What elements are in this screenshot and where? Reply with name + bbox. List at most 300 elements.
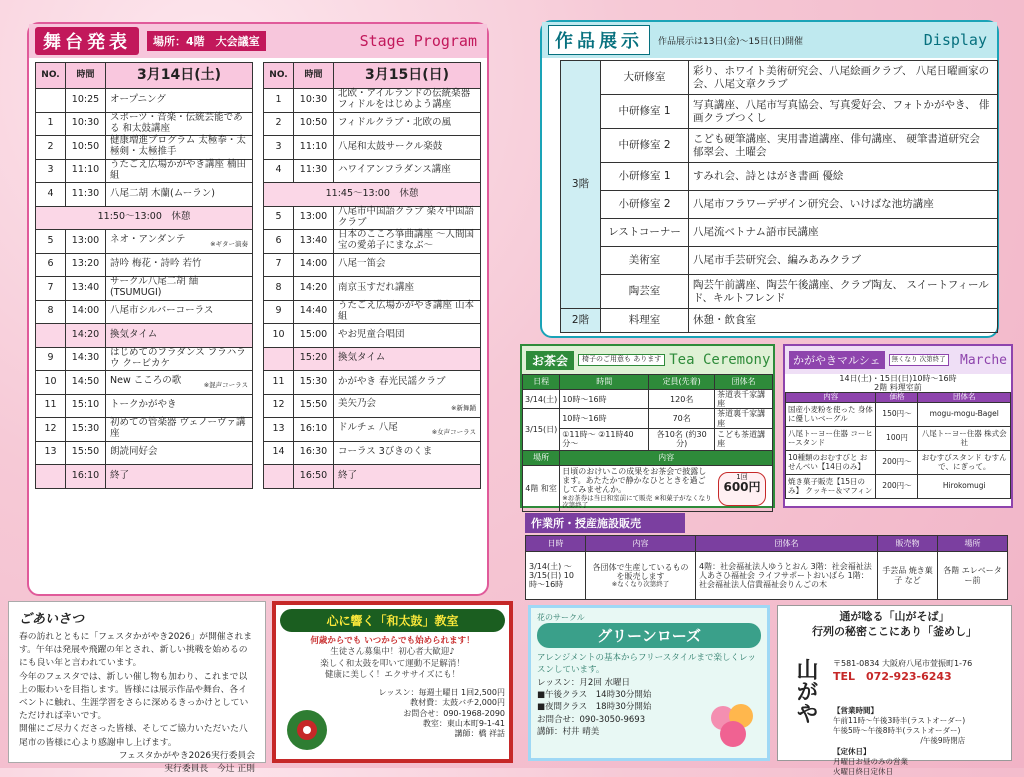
- program-name: ハワイアンフラダンス講座: [338, 164, 451, 176]
- tea-h-time: 時間: [560, 375, 649, 390]
- display-row: [561, 219, 998, 247]
- row-program: [106, 159, 253, 183]
- row-time: 11:10: [66, 159, 106, 183]
- schedule-row: [264, 159, 481, 183]
- day1-date: 3月14日(土): [106, 63, 253, 89]
- program-name: トークかがやき: [110, 399, 177, 411]
- row-no: 7: [36, 277, 66, 301]
- program-name: 詩吟 梅花・詩吟 若竹: [110, 258, 202, 270]
- row-no: 1: [264, 89, 294, 113]
- tea-time: 10時〜16時: [560, 409, 649, 428]
- row-no: [264, 347, 294, 371]
- program-name: 終了: [338, 469, 358, 481]
- schedule-row: [264, 89, 481, 113]
- room-name: 中研修室 2: [601, 129, 689, 163]
- day2-date: 3月15日(日): [334, 63, 481, 89]
- room-name: 大研修室: [601, 61, 689, 95]
- schedule-day1: [35, 62, 253, 489]
- tea-cap: 70名: [649, 409, 715, 428]
- row-no: [36, 89, 66, 113]
- schedule-row: [36, 112, 253, 136]
- row-program: [106, 112, 253, 136]
- program-name: 八尾一笛会: [338, 258, 386, 270]
- room-name: 小研修室 2: [601, 191, 689, 219]
- program-name: 健康増進プログラム 太極拳・太極剣・太極推手: [110, 135, 246, 158]
- soba-hours-1: 午前11時〜午後3時半(ラストオーダー): [833, 716, 966, 726]
- work-h-content: 内容: [586, 536, 696, 552]
- work-content-note: ※なくなり次第終了: [611, 579, 670, 588]
- work-h-goods: 販売物: [878, 536, 938, 552]
- row-time: 14:40: [294, 300, 334, 324]
- green-pre: 花のサークル: [537, 613, 585, 622]
- flower-icon: [282, 705, 332, 755]
- soba-sunday: /午後9時閉店: [920, 736, 966, 746]
- greeting-signature-2: 実行委員長 今辻 正則: [164, 763, 255, 774]
- row-time: 10:30: [66, 112, 106, 136]
- program-name: 初めての管楽器 ヴェノーヴァ講座: [110, 417, 246, 440]
- soba-ad: [777, 605, 1012, 776]
- row-program: [334, 136, 481, 160]
- row-time: 16:10: [294, 418, 334, 442]
- taiko-title: 心に響く「和太鼓」教室: [280, 609, 505, 632]
- program-note: ※ギター演奏: [210, 239, 248, 248]
- tea-title-en: Tea Ceremony: [669, 352, 771, 368]
- row-no: 9: [264, 300, 294, 324]
- program-name: ネオ・アンダンテ: [110, 233, 186, 245]
- schedule-row: [36, 253, 253, 277]
- row-time: 11:30: [294, 159, 334, 183]
- schedule-row: [36, 183, 253, 207]
- program-name: 換気タイム: [338, 352, 386, 364]
- row-time: 13:00: [66, 230, 106, 254]
- row-no: 6: [264, 230, 294, 254]
- tea-time: 10時〜16時: [560, 390, 649, 409]
- schedule-row: [36, 300, 253, 324]
- row-no: 1: [36, 112, 66, 136]
- program-name: 朗読同好会: [110, 446, 158, 458]
- tea-price-badge: [718, 472, 766, 506]
- row-program: [106, 394, 253, 418]
- program-name: 北欧・アイルランドの伝統楽器 フィドルをはじめよう講座: [338, 88, 471, 111]
- schedule-row: [264, 277, 481, 301]
- marche-row: [786, 403, 1011, 427]
- work-h-group: 団体名: [696, 536, 878, 552]
- row-no: 12: [264, 394, 294, 418]
- tea-cap: 120名: [649, 390, 715, 409]
- marche-item: 国産小麦粉を使った 身体に優しいベーグル: [786, 403, 876, 427]
- row-no: 2: [36, 136, 66, 160]
- room-name: 小研修室 1: [601, 163, 689, 191]
- soba-closed-1: 月曜日お昼のみの営業: [833, 756, 908, 766]
- tea-header: [522, 346, 773, 374]
- soba-hours-h: 【営業時間】: [833, 706, 878, 715]
- tea-time: ①11時〜 ②11時40分〜: [560, 428, 649, 450]
- workshop-panel: [525, 513, 1008, 598]
- marche-table: [785, 392, 1011, 499]
- taiko-lesson: レッスン：毎週土曜日 1回2,500円: [378, 687, 505, 697]
- green-desc: アレンジメントの基本からフリースタイルまで楽しくレッスンしています。: [537, 653, 756, 676]
- tea-content-cell: [560, 465, 773, 511]
- green-title: グリーンローズ: [537, 623, 761, 648]
- room-groups: 彩り、ホワイト美術研究会、八尾絵画クラブ、 八尾日曜画家の会、八尾文章クラブ: [689, 61, 998, 95]
- program-name: サークル八尾二胡 紬(TSUMUGI): [110, 276, 199, 299]
- program-name: コーラス 3びきのくま: [338, 446, 433, 458]
- row-time: 10:25: [66, 89, 106, 113]
- schedule-row: [264, 394, 481, 418]
- taiko-line-1: 何歳からでも いつからでも始められます！: [310, 636, 475, 646]
- greeting-body-1: 春の訪れとともに「フェスタかがやき2026」が開催されます。午年は発展や飛躍の年とされ、新しい挑戦を始めるのにも良い年と言われています。: [19, 632, 253, 669]
- row-program: [334, 441, 481, 465]
- row-no: [36, 324, 66, 348]
- program-name: 日本のこころ箏曲講座 〜人間国宝の愛弟子にまなぶ〜: [338, 229, 475, 252]
- tea-content-note: ※お茶券は当日和室前にて販売 ※和菓子がなくなり次第終了: [562, 493, 712, 510]
- schedule-row: [264, 347, 481, 371]
- marche-item: 八尾トーヨー住器 コーヒースタンド: [786, 427, 876, 451]
- program-name: 八尾二胡 木蘭(ムーラン): [110, 187, 215, 199]
- tea-h-group: 団体名: [715, 375, 773, 390]
- greeting-box: [8, 601, 266, 774]
- row-time: 15:20: [294, 347, 334, 371]
- row-time: 13:40: [66, 277, 106, 301]
- tea-h-date: 日程: [523, 375, 560, 390]
- schedule-row: [36, 441, 253, 465]
- floor-3: 3階: [561, 61, 601, 309]
- row-no: 9: [36, 347, 66, 371]
- schedule-row: [36, 324, 253, 348]
- row-no: 14: [264, 441, 294, 465]
- work-goods: 手芸品 焼き菓子 など: [878, 552, 938, 600]
- schedule-row: [36, 347, 253, 371]
- program-name: フィドルクラブ・北欧の風: [338, 117, 452, 129]
- row-program: [334, 371, 481, 395]
- schedule-row: [36, 89, 253, 113]
- workshop-table: [525, 535, 1008, 600]
- soba-hours-block: [833, 706, 965, 777]
- soba-closed-2: 火曜日終日定休日: [833, 766, 893, 776]
- room-groups: こども硬筆講座、実用書道講座、俳句講座、 硬筆書道研究会 郁翠会、土曜会: [689, 129, 998, 163]
- row-time: 15:50: [66, 441, 106, 465]
- schedule-row: [264, 418, 481, 442]
- schedule-row: [36, 136, 253, 160]
- tea-group: 茶道表千家講座: [715, 390, 773, 409]
- room-name: 陶芸室: [601, 275, 689, 309]
- row-program: [334, 159, 481, 183]
- marche-title: かがやきマルシェ: [789, 351, 885, 369]
- soba-hours-2: 午後5時〜午後8時半(ラストオーダー): [833, 726, 961, 736]
- row-no: 3: [264, 136, 294, 160]
- work-date: 3/14(土) 〜3/15(日) 10時〜16時: [526, 552, 586, 600]
- program-name: はじめてのフラダンス フラハラウ クービカケ: [110, 346, 246, 369]
- program-name: 南京玉すだれ講座: [338, 281, 415, 293]
- work-groups: 4階：社会福祉法人ゆうとおん 3階：社会福祉法人あさひ福祉会 ライフサポートおいばら 1階：社会福祉法人信貴福祉会りんごの木: [696, 552, 878, 600]
- stage-title: 舞台発表: [35, 27, 139, 55]
- row-time: 14:30: [66, 347, 106, 371]
- row-program: [334, 206, 481, 230]
- taiko-line-3: 楽しく和太鼓を叩いて運動不足解消！: [320, 658, 465, 669]
- display-row: [561, 309, 998, 333]
- display-panel: [540, 20, 999, 338]
- row-program: [334, 89, 481, 113]
- row-program: [106, 230, 253, 254]
- row-no: 2: [264, 112, 294, 136]
- marche-row: [786, 451, 1011, 475]
- stage-program-panel: [27, 22, 489, 596]
- row-program: [334, 253, 481, 277]
- soba-address: 〒581-0834 大阪府八尾市萱振町1-76: [833, 659, 973, 668]
- marche-price: 200円〜: [876, 451, 918, 475]
- room-name: 美術室: [601, 247, 689, 275]
- taiko-line-2: 生徒さん募集中！初心者大歓迎♪: [330, 647, 455, 658]
- row-program: [334, 230, 481, 254]
- marche-price: 200円〜: [876, 475, 918, 499]
- room-groups: 八尾流ベトナム語市民講座: [689, 219, 998, 247]
- green-am: ■午後クラス 14時30分開始: [537, 689, 652, 700]
- greeting-title: ごあいさつ: [19, 612, 85, 627]
- room-groups: 八尾市フラワーデザイン研究会、いけばな池坊講座: [689, 191, 998, 219]
- break-label: 11:50〜13:00 休憩: [36, 206, 253, 230]
- taiko-teacher: 講師：橋 祥話: [454, 729, 505, 739]
- row-program: [106, 89, 253, 113]
- room-groups: 写真講座、八尾市写真協会、写真愛好会、フォトかがやき、 俳画クラブつくし: [689, 95, 998, 129]
- green-contact: お問合せ：090-3050-9693: [537, 714, 646, 725]
- row-time: 14:00: [294, 253, 334, 277]
- row-no: 10: [264, 324, 294, 348]
- soba-copy-2: 行列の秘密ここにあり「釜めし」: [812, 624, 977, 638]
- schedule-row: [36, 277, 253, 301]
- row-no: [264, 465, 294, 489]
- row-no: 13: [264, 418, 294, 442]
- row-time: 14:20: [294, 277, 334, 301]
- row-time: 10:30: [294, 89, 334, 113]
- marche-item: 焼き菓子販売【15日のみ】 クッキー＆マフィン: [786, 475, 876, 499]
- tea-date: 3/14(土): [523, 390, 560, 409]
- marche-group: mogu-mogu-Bagel: [918, 403, 1011, 427]
- row-program: [334, 347, 481, 371]
- schedule-row: [264, 324, 481, 348]
- display-table: [560, 60, 998, 333]
- taiko-body: [280, 636, 505, 682]
- row-time: 11:30: [66, 183, 106, 207]
- work-h-place: 場所: [938, 536, 1008, 552]
- row-program: [106, 277, 253, 301]
- marche-row: [786, 475, 1011, 499]
- schedule-row: [264, 371, 481, 395]
- taiko-fee: 教材費：太鼓バチ2,000円: [410, 698, 505, 708]
- room-name: 料理室: [601, 309, 689, 333]
- marche-price: 100円: [876, 427, 918, 451]
- soba-logo: 山がや: [793, 658, 818, 724]
- display-header: [542, 22, 997, 58]
- row-no: 10: [36, 371, 66, 395]
- row-no: 12: [36, 418, 66, 442]
- soba-closed-h: 【定休日】: [833, 746, 871, 756]
- row-no: 6: [36, 253, 66, 277]
- green-rose-ad: [528, 605, 770, 761]
- schedule-row: [264, 206, 481, 230]
- marche-header: [785, 346, 1011, 374]
- soba-copy-1: 通が唸る「山がそば」: [839, 610, 950, 623]
- row-program: [334, 324, 481, 348]
- greeting-body-3: 開催にご尽力くださった皆様、そしてご協力いただいた八尾市の皆様に心より感謝申し上げます。: [19, 724, 248, 748]
- tea-group: 茶道裏千家講座: [715, 409, 773, 428]
- display-row: [561, 191, 998, 219]
- marche-h-price: 価格: [876, 393, 918, 403]
- marche-date: 14日(土)・15日(日)10時〜16時: [839, 374, 957, 383]
- schedule-row: [36, 394, 253, 418]
- taiko-ad: [272, 601, 513, 763]
- schedule-row: [264, 300, 481, 324]
- marche-h-item: 内容: [786, 393, 876, 403]
- row-program: [334, 465, 481, 489]
- break-label: 11:45〜13:00 休憩: [264, 183, 481, 207]
- row-no: [36, 465, 66, 489]
- row-no: 11: [264, 371, 294, 395]
- row-no: 5: [36, 230, 66, 254]
- row-program: [106, 347, 253, 371]
- row-time: 13:20: [66, 253, 106, 277]
- schedule-row: [264, 183, 481, 207]
- room-name: レストコーナー: [601, 219, 689, 247]
- marche-group: 八尾トーヨー住器 株式会社: [918, 427, 1011, 451]
- row-no: 8: [36, 300, 66, 324]
- schedule-row: [36, 230, 253, 254]
- display-period: 作品展示は13日(金)〜15日(日)開催: [658, 36, 803, 47]
- program-name: ドルチェ 八尾: [338, 421, 398, 433]
- col-no: NO.: [36, 63, 66, 89]
- room-groups: すみれ会、詩とはがき書画 優絵: [689, 163, 998, 191]
- row-program: [106, 136, 253, 160]
- program-name: 換気タイム: [110, 328, 158, 340]
- row-time: 14:00: [66, 300, 106, 324]
- schedule-day2: [263, 62, 481, 489]
- schedule-row: [264, 465, 481, 489]
- row-no: 7: [264, 253, 294, 277]
- work-h-date: 日時: [526, 536, 586, 552]
- room-groups: 陶芸午前講座、陶芸午後講座、クラブ陶友、 スイートフィールド、キルトフレンド: [689, 275, 998, 309]
- row-program: [334, 277, 481, 301]
- marche-row: [786, 427, 1011, 451]
- tea-h-content: 内容: [560, 450, 773, 465]
- marche-item: 10種類のおむすびと おせんべい【14日のみ】: [786, 451, 876, 475]
- row-program: [106, 371, 253, 395]
- col-time: 時間: [66, 63, 106, 89]
- row-time: 16:50: [294, 465, 334, 489]
- program-name: オープニング: [110, 93, 166, 105]
- program-name: かがやき 春光民謡クラブ: [338, 375, 446, 387]
- tea-panel: [520, 344, 775, 508]
- row-program: [334, 418, 481, 442]
- marche-place: 2階 料理室前: [874, 383, 922, 393]
- room-groups: 休憩・飲食室: [689, 309, 998, 333]
- program-name: うたごえ広場かがやき講座 山本組: [338, 299, 475, 322]
- work-place: 各階 エレベーター前: [938, 552, 1008, 600]
- schedule-row: [264, 136, 481, 160]
- row-time: 16:10: [66, 465, 106, 489]
- room-groups: 八尾市手芸研究会、編みあみクラブ: [689, 247, 998, 275]
- row-no: 8: [264, 277, 294, 301]
- tea-h-place: 場所: [523, 450, 560, 465]
- program-name: New こころの歌: [110, 374, 182, 386]
- row-no: 4: [264, 159, 294, 183]
- row-no: 5: [264, 206, 294, 230]
- taiko-contact: お問合せ：090-1968-2090: [403, 708, 505, 718]
- floor-2: 2階: [561, 309, 601, 333]
- tea-chair-note: 椅子のご用意も あります: [578, 354, 665, 366]
- display-row: [561, 61, 998, 95]
- row-program: [106, 441, 253, 465]
- schedule-row: [264, 112, 481, 136]
- program-name: 八尾市中国語クラブ 楽々中国語クラブ: [338, 205, 475, 228]
- stage-header: [29, 24, 487, 58]
- tea-table: [522, 374, 773, 512]
- rose-bouquet-icon: [705, 696, 761, 752]
- row-time: 15:00: [294, 324, 334, 348]
- schedule-row: [264, 441, 481, 465]
- display-row: [561, 129, 998, 163]
- tea-h-cap: 定員(先着): [649, 375, 715, 390]
- row-time: 10:50: [66, 136, 106, 160]
- marche-h-group: 団体名: [918, 393, 1011, 403]
- tea-title: お茶会: [526, 351, 574, 370]
- row-program: [106, 324, 253, 348]
- program-note: ※混声コーラス: [203, 380, 248, 389]
- row-time: 10:50: [294, 112, 334, 136]
- row-program: [106, 465, 253, 489]
- row-time: 11:10: [294, 136, 334, 160]
- row-program: [106, 183, 253, 207]
- tea-content: 日頃のおけいこの成果をお茶会で披露します。あたたかで静かなひとときを過ごしてみませんか。: [562, 467, 707, 495]
- soba-address-block: [833, 658, 972, 685]
- row-time: 15:30: [294, 371, 334, 395]
- taiko-venue: 教室：東山本町9-1-41: [422, 719, 505, 729]
- schedule-row: [36, 159, 253, 183]
- program-name: 終了: [110, 469, 130, 481]
- program-name: 八尾和太鼓サークル楽鼓: [338, 140, 443, 152]
- tea-group: こども茶道講座: [715, 428, 773, 450]
- marche-title-en: Marche: [960, 352, 1007, 368]
- greeting-signature-1: フェスタかがやき2026実行委員会: [118, 750, 255, 761]
- row-time: 15:50: [294, 394, 334, 418]
- row-time: 13:40: [294, 230, 334, 254]
- row-program: [106, 300, 253, 324]
- taiko-line-4: 健康に美しく！エクササイズにも！: [324, 670, 461, 681]
- tea-place: 4階 和室: [523, 465, 560, 511]
- marche-note: 無くなり 次第終了: [889, 354, 949, 365]
- display-row: [561, 275, 998, 309]
- row-program: [106, 253, 253, 277]
- row-program: [334, 112, 481, 136]
- green-lesson: レッスン：月2回 水曜日: [537, 677, 631, 688]
- col-no: NO.: [264, 63, 294, 89]
- program-note: ※女声コーラス: [431, 427, 476, 436]
- tea-price: 600円: [723, 479, 761, 494]
- program-name: うたごえ広場かがやき講座 楠田組: [110, 158, 247, 181]
- program-name: やお児童合唱団: [338, 328, 405, 340]
- stage-title-en: Stage Program: [359, 32, 477, 50]
- marche-group: おむすびスタンド むすんで、にぎって。: [918, 451, 1011, 475]
- program-name: 八尾市シルバーコーラス: [110, 305, 214, 317]
- row-no: 4: [36, 183, 66, 207]
- marche-panel: [783, 344, 1013, 508]
- stage-location: 場所：4階 大会議室: [147, 31, 266, 51]
- marche-group: Hirokomugi: [918, 475, 1011, 499]
- tea-price-label: 1回: [736, 472, 748, 481]
- display-row: [561, 95, 998, 129]
- row-program: [334, 394, 481, 418]
- row-no: 13: [36, 441, 66, 465]
- col-time: 時間: [294, 63, 334, 89]
- workshop-title: 作業所・授産施設販売: [525, 513, 685, 533]
